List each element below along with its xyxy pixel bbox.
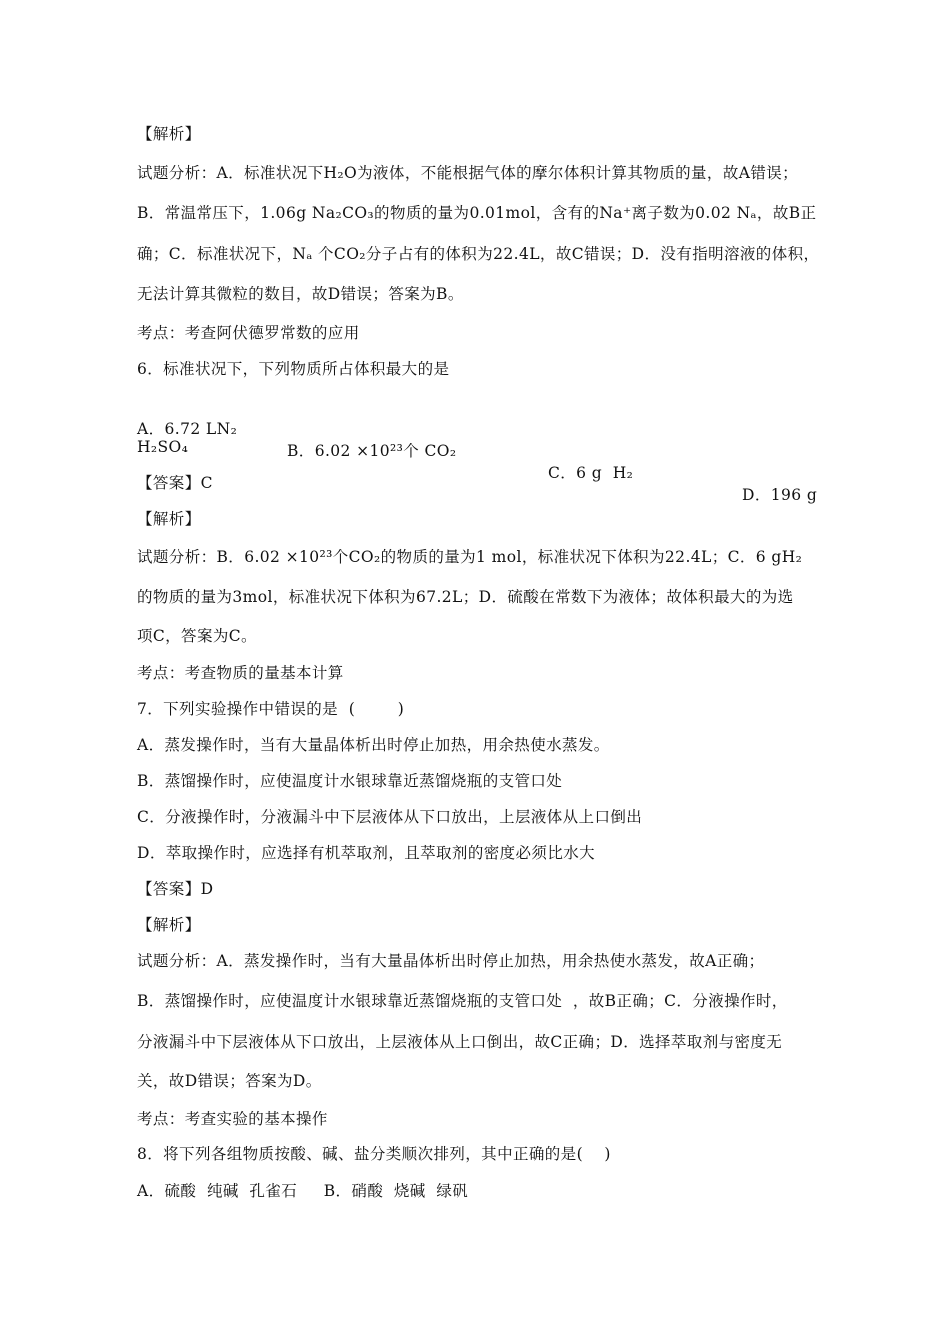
question-6-stem: 6．标准状况下，下列物质所占体积最大的是 [137,360,450,378]
explanation-heading: 【解析】 [137,510,201,528]
explanation-heading: 【解析】 [137,916,201,934]
option-b: B．蒸馏操作时，应使温度计水银球靠近蒸馏烧瓶的支管口处 [137,772,563,790]
option-d: D．196 g [742,486,818,504]
option-d-continued: H₂SO₄ [137,438,189,456]
question-8-stem: 8．将下列各组物质按酸、碱、盐分类顺次排列，其中正确的是( ) [137,1145,611,1163]
explanation-line: B．蒸馏操作时，应使温度计水银球靠近蒸馏烧瓶的支管口处 ，故B正确；C．分液操作时， [137,992,788,1010]
explanation-line: 试题分析：B．6.02 ×10²³个CO₂的物质的量为1 mol，标准状况下体积为22.4L；C．6 gH₂ [137,548,803,566]
option-b: B．6.02 ×10²³个 CO₂ [287,442,457,460]
question-7-stem: 7．下列实验操作中错误的是 ( ) [137,700,405,718]
explanation-line: 的物质的量为3mol，标准状况下体积为67.2L；D．硫酸在常数下为液体；故体积最大的为选 [137,588,794,606]
option-d: D．萃取操作时，应选择有机萃取剂，且萃取剂的密度必须比水大 [137,844,596,862]
exam-point: 考点：考查阿伏德罗常数的应用 [137,324,360,342]
exam-point: 考点：考查物质的量基本计算 [137,664,344,682]
option-a: A．6.72 LN₂ [137,420,238,438]
explanation-line: 试题分析：A．标准状况下H₂O为液体，不能根据气体的摩尔体积计算其物质的量，故A错误； [137,164,799,182]
explanation-line: B．常温常压下，1.06g Na₂CO₃的物质的量为0.01mol，含有的Na⁺离子数为0.02 Nₐ，故B正 [137,204,817,222]
explanation-line: 无法计算其微粒的数目，故D错误；答案为B。 [137,285,464,303]
explanation-line: 关，故D错误；答案为D。 [137,1072,322,1090]
exam-point: 考点：考查实验的基本操作 [137,1110,328,1128]
answer: 【答案】C [137,474,213,492]
explanation-line: 确；C．标准状况下，Nₐ 个CO₂分子占有的体积为22.4L，故C错误；D．没有指明溶液的体积， [137,245,820,263]
explanation-heading: 【解析】 [137,125,201,143]
option-c: C．分液操作时，分液漏斗中下层液体从下口放出，上层液体从上口倒出 [137,808,643,826]
option-c: C．6 g H₂ [548,464,634,482]
option-a: A．蒸发操作时，当有大量晶体析出时停止加热，用余热使水蒸发。 [137,736,610,754]
explanation-line: 试题分析：A．蒸发操作时，当有大量晶体析出时停止加热，用余热使水蒸发，故A正确； [137,952,765,970]
explanation-line: 项C，答案为C。 [137,627,257,645]
answer: 【答案】D [137,880,214,898]
question-8-options: A．硫酸 纯碱 孔雀石 B．硝酸 烧碱 绿矾 [137,1182,469,1200]
explanation-line: 分液漏斗中下层液体从下口放出，上层液体从上口倒出，故C正确；D．选择萃取剂与密度无 [137,1033,783,1051]
